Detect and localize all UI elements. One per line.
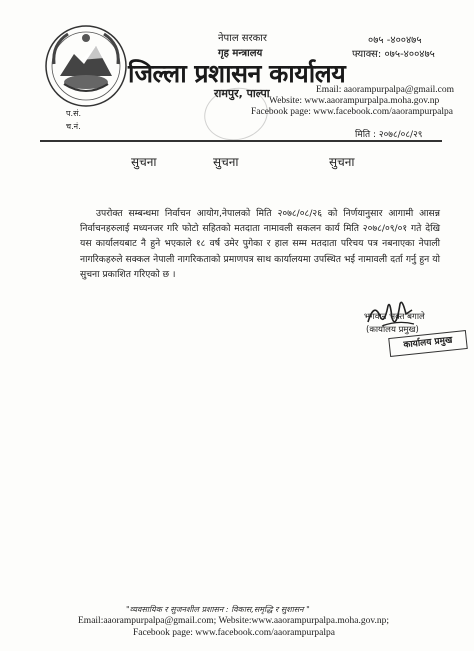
notice-heading-1: सुचना: [131, 155, 157, 169]
dispatch-number-label: च.नं.: [66, 122, 81, 131]
phone-number: ०७५ -४००४७५: [368, 35, 422, 46]
header-website: Website: www.aaorampurpalpa.moha.gov.np: [269, 96, 440, 106]
nepal-emblem-icon: [44, 24, 128, 108]
notice-body: उपरोक्त सम्बन्धमा निर्वाचन आयोग,नेपालको मिति २०७८/०८/२६ को निर्णयानुसार आगामी आसन्न निर्वाचनहरुलाई मध्यनजर गरि फोटो सहितको मतदाता नामावली सकलन कार्य मिति २०७८/०९/०१ गते देखि यस कार्यालयबाट नै हुने भएकाले १८ वर्ष उमेर पुगेका र हाल सम्म मतदाता परिचय पत्र नबनाएका नेपाली नागरिकहरुले सक्कल नेपाली नागरिकताको प्रमाणपत्र साथ कार्यालयमा उपस्थित भई नामावली दर्ता गर्नु हुन यो सुचना प्रकाशित गरिएको छ ।: [80, 208, 440, 280]
footer-contact-line-1: Email:aaorampurpalpa@gmail.com; Website:www.aaorampurpalpa.moha.gov.np;: [78, 616, 390, 626]
letter-number-label: प.सं.: [66, 109, 82, 118]
header-facebook: Facebook page: www.facebook.com/aaorampurpalpa: [251, 107, 453, 117]
ministry-name: गृह मन्त्रालय: [218, 48, 263, 59]
signatory-name: भगवान भक्त बगाले: [364, 312, 425, 322]
header-divider: [40, 140, 442, 142]
office-head-stamp: कार्यालय प्रमुख: [388, 330, 468, 357]
signatory-title: (कार्यालय प्रमुख): [366, 325, 419, 335]
notice-heading-3: सुचना: [329, 155, 355, 169]
office-location: रामपुर, पाल्पा: [214, 87, 270, 100]
office-title: जिल्ला प्रशासन कार्यालय: [128, 59, 346, 88]
footer-contact-line-2: Facebook page: www.facebook.com/aaorampurpalpa: [133, 628, 335, 638]
footer-motto: "व्यवसायिक र सुजनशील प्रशासन : विकास,समृद्धि र सुशासन ": [126, 605, 310, 614]
government-name: नेपाल सरकार: [218, 33, 267, 44]
header-email: Email: aaorampurpalpa@gmail.com: [316, 85, 455, 95]
letter-date: मिति : २०७८/०८/२९: [355, 130, 423, 140]
fax-number: फ्याक्स: ०७५-४००४७५: [352, 49, 435, 60]
notice-heading-2: सुचना: [213, 155, 239, 169]
